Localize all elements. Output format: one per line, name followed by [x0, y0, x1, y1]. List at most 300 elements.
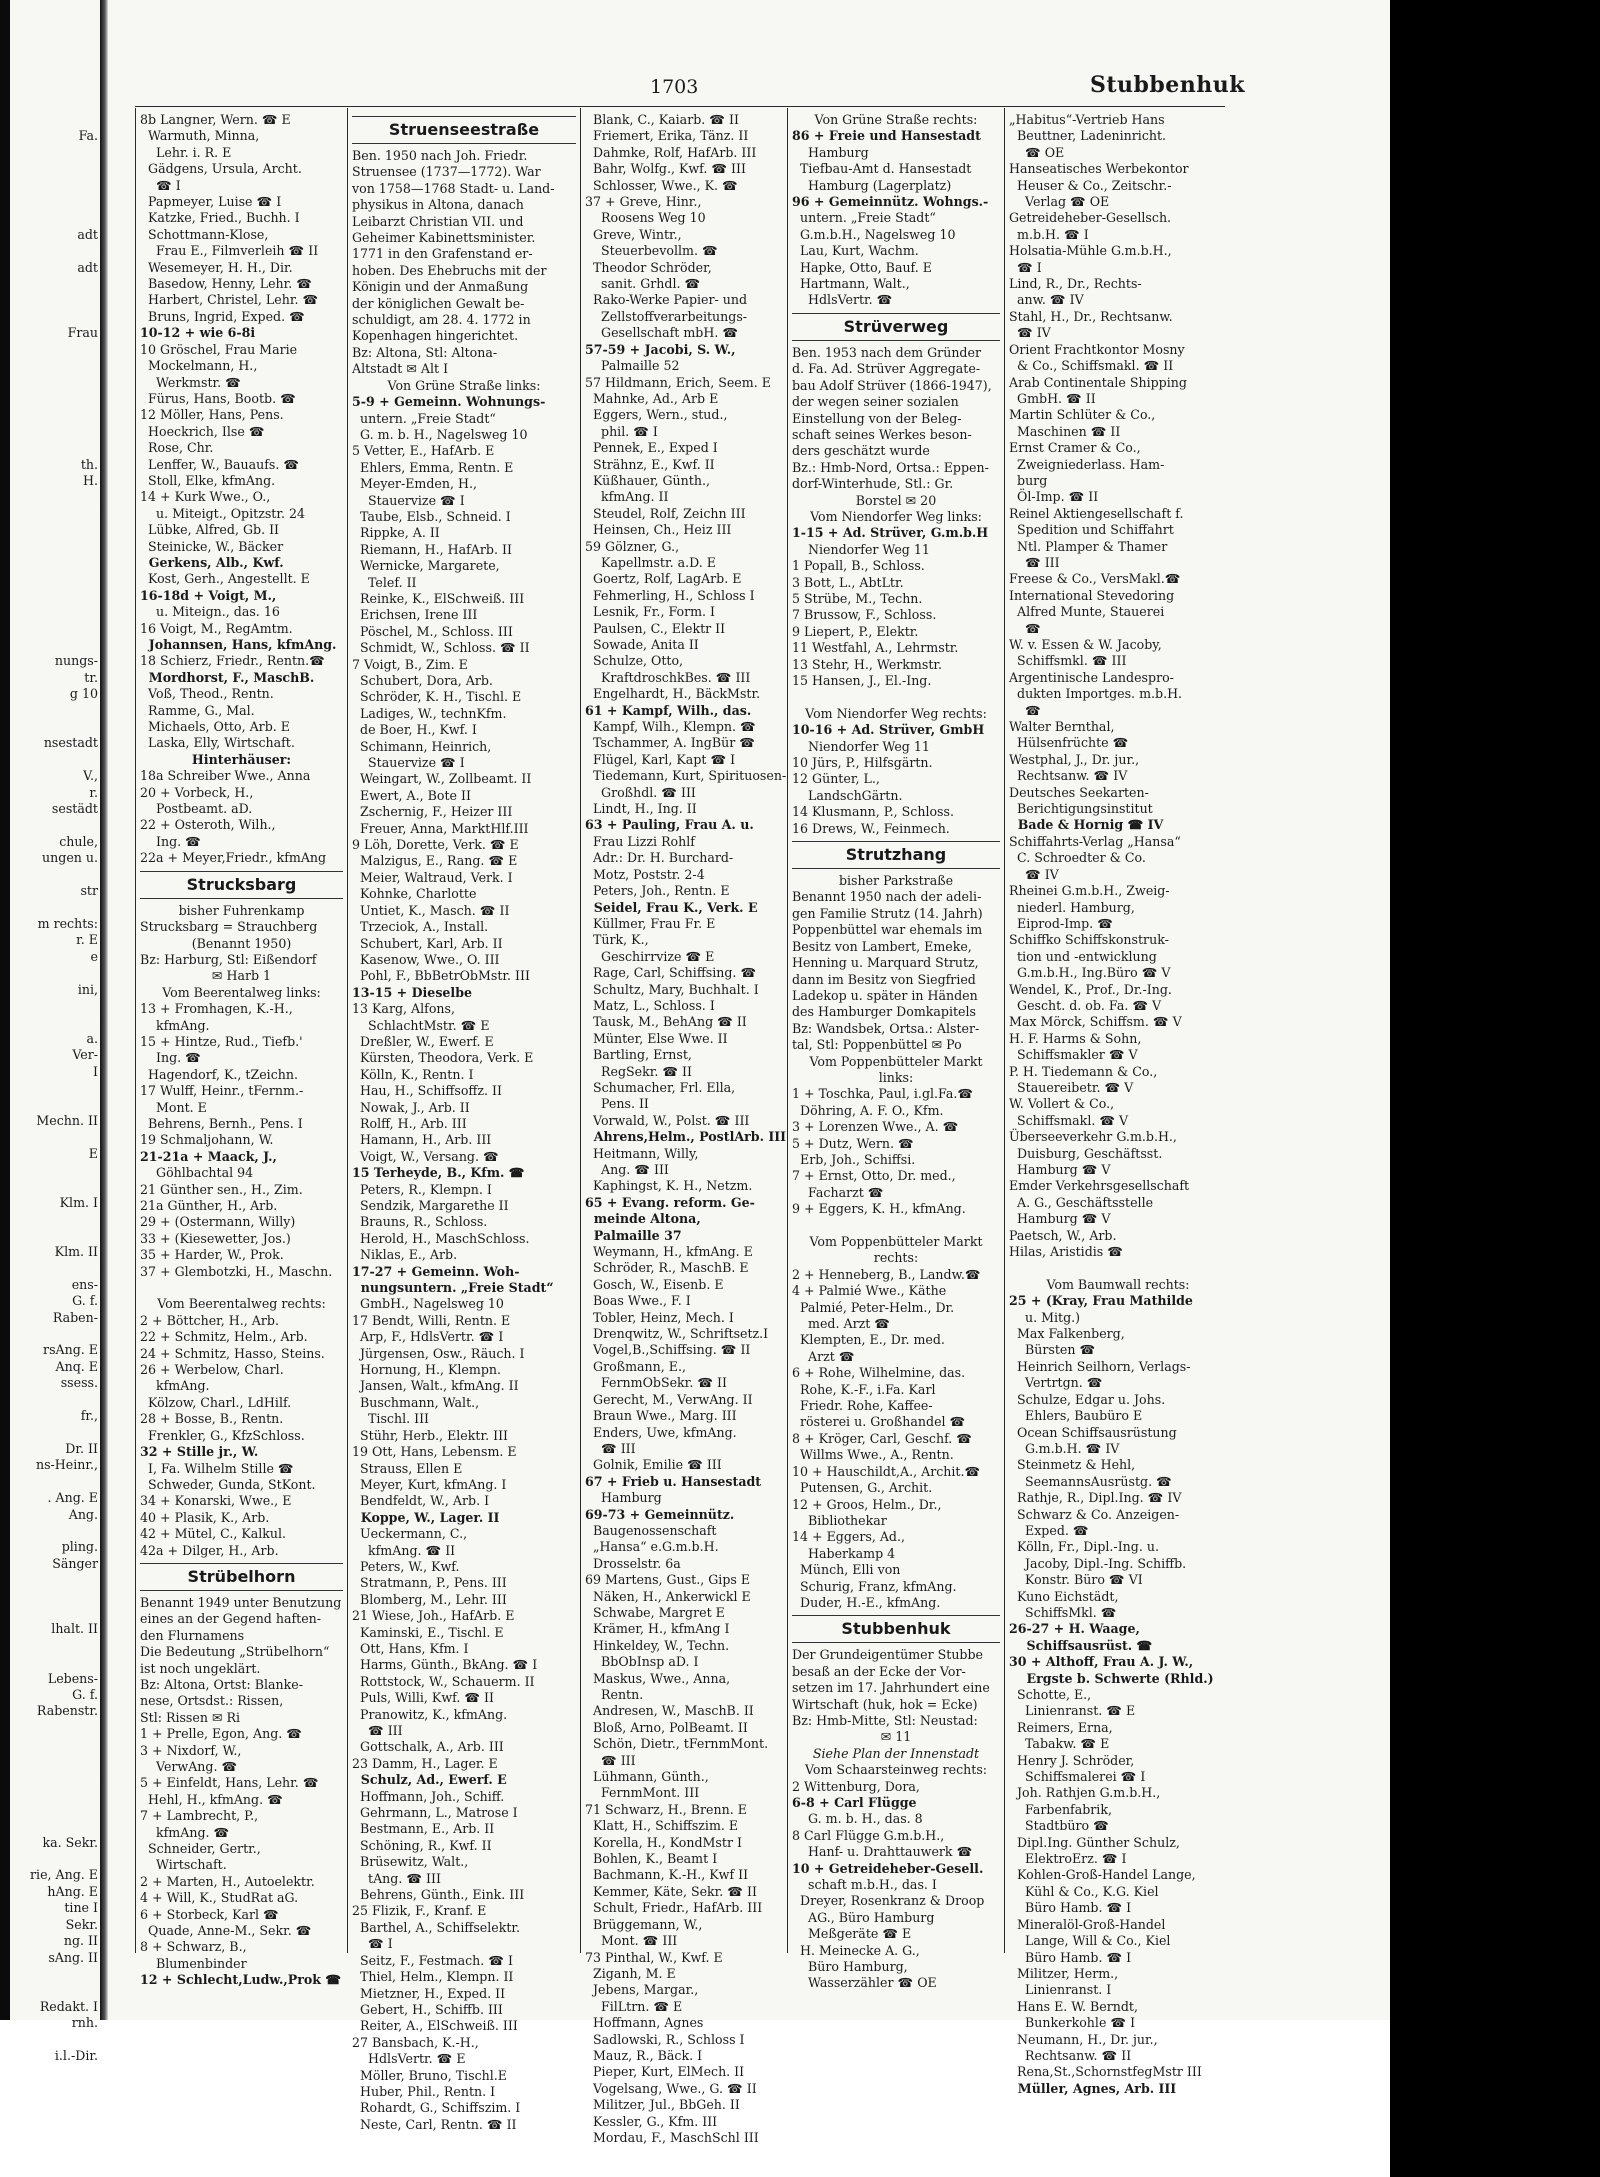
directory-entry: Postbeamt. aD.	[140, 801, 253, 817]
directory-entry: Schlosser, Wwe., K. ☎	[585, 177, 738, 193]
edge-text-line	[0, 522, 98, 538]
directory-entry: 5 Vetter, E., HafArb. E	[352, 443, 495, 459]
directory-entry: 17 Bendt, Willi, Rentn. E	[352, 1312, 511, 1328]
directory-entry: Büro Hamburg,	[792, 1959, 908, 1975]
directory-entry: „Hansa“ e.G.m.b.H.	[585, 1539, 719, 1555]
directory-entry: Rohe, K.-F., i.Fa. Karl	[792, 1381, 936, 1397]
directory-entry: Hehl, H., kfmAng. ☎	[140, 1791, 283, 1807]
directory-entry: Riemann, H., HafArb. II	[352, 541, 512, 557]
directory-entry: Ben. 1953 nach dem Gründer	[792, 344, 981, 360]
directory-entry: 3 Bott, L., AbtLtr.	[792, 574, 904, 590]
page-number: 1703	[650, 76, 699, 98]
directory-entry: Tischl. III	[352, 1411, 430, 1427]
directory-entry: 18a Schreiber Wwe., Anna	[140, 768, 311, 784]
directory-entry: 7 Brussow, F., Schloss.	[792, 607, 937, 623]
directory-entry: 10-12 + wie 6-8i	[140, 325, 256, 341]
directory-entry: Blank, C., Kaiarb. ☎ II	[585, 112, 739, 127]
directory-entry: 24 + Schmitz, Hasso, Steins.	[140, 1345, 325, 1361]
column-rule	[787, 108, 788, 1953]
directory-entry: u. Miteigt., Opitzstr. 24	[140, 505, 306, 521]
directory-entry: Schmidt, W., Schloss. ☎ II	[352, 640, 530, 656]
directory-entry: Niendorfer Weg 11	[792, 541, 930, 557]
directory-entry: 16 Drews, W., Feinmech.	[792, 820, 950, 836]
edge-text-line: e	[90, 948, 98, 964]
directory-entry: Ramme, G., Mal.	[140, 702, 255, 718]
edge-text-line: Klm. II	[54, 1244, 98, 1260]
directory-entry: Hamburg (Lagerplatz)	[792, 177, 952, 193]
edge-text-line: V.,	[83, 768, 98, 784]
directory-entry: Henry J. Schröder,	[1009, 1752, 1135, 1768]
directory-entry: 16 Voigt, M., RegAmtm.	[140, 620, 293, 636]
directory-entry: 37 + Glembotzki, H., Maschn.	[140, 1263, 333, 1279]
directory-entry: Hanseatisches Werbekontor	[1009, 161, 1189, 177]
directory-entry: links:	[878, 1069, 914, 1085]
directory-entry: 69 Martens, Gust., Gips E	[585, 1572, 751, 1588]
directory-entry: 73 Pinthal, W., Kwf. E	[585, 1949, 723, 1965]
directory-entry: Korella, H., KondMstr I	[585, 1834, 742, 1850]
directory-entry: Siehe Plan der Innenstadt	[812, 1745, 980, 1761]
directory-entry: Schubert, Dora, Arb.	[352, 673, 493, 688]
directory-entry: 20 + Vorbeck, H.,	[140, 784, 254, 800]
directory-entry: Vom Schaarsteinweg rechts:	[804, 1762, 988, 1778]
edge-text-line	[0, 1425, 98, 1441]
edge-text-line	[0, 292, 98, 308]
directory-entry: Hagendorf, K., tZeichn.	[140, 1066, 298, 1082]
directory-entry: Bz: Altona, Stl: Altona-	[352, 344, 498, 360]
directory-entry: Mineralöl-Groß-Handel	[1009, 1916, 1166, 1932]
directory-entry: VerwAng. ☎	[140, 1759, 238, 1774]
directory-entry: „Habitus“-Vertrieb Hans	[1009, 112, 1165, 127]
directory-entry: besaß an der Ecke der Vor-	[792, 1663, 966, 1679]
directory-entry: Strauss, Ellen E	[352, 1460, 463, 1476]
edge-text-line	[0, 621, 98, 637]
directory-entry: Tausk, M., BehAng ☎ II	[585, 1014, 747, 1030]
edge-text-line: nungs-	[54, 653, 98, 669]
directory-entry: Tiefbau-Amt d. Hansestadt	[792, 161, 972, 177]
directory-entry: Vom Baumwall rechts:	[1046, 1276, 1190, 1292]
directory-entry: 1771 in den Grafenstand er-	[352, 246, 533, 262]
directory-entry: Rheinei G.m.b.H., Zweig-	[1009, 883, 1170, 899]
directory-entry: ☎ IV	[1009, 325, 1051, 341]
directory-entry: Engelhardt, H., BäckMstr.	[585, 686, 761, 702]
edge-text-line	[0, 243, 98, 259]
directory-entry: Eiprod-Imp. ☎	[1009, 915, 1113, 931]
directory-entry: 21a Günther, H., Arb.	[140, 1198, 278, 1213]
directory-entry: Rentn.	[585, 1687, 644, 1702]
directory-entry: ☎ III	[585, 1440, 636, 1456]
directory-entry: Orient Frachtkontor Mosny	[1009, 341, 1185, 357]
column-rule	[347, 108, 348, 1953]
directory-entry: Mont. E	[140, 1099, 207, 1115]
directory-entry: Dreßler, W., Ewerf. E	[352, 1033, 494, 1049]
directory-entry: Rathje, R., Dipl.Ing. ☎ IV	[1009, 1490, 1182, 1506]
directory-entry: Die Bedeutung „Strübelhorn“	[140, 1644, 330, 1660]
directory-entry: Voß, Theod., Rentn.	[140, 686, 274, 702]
edge-text-line	[0, 489, 98, 505]
edge-text-line	[0, 1638, 98, 1654]
directory-entry: Münter, Else Wwe. II	[585, 1030, 728, 1046]
directory-entry: Schiffsmakler ☎ V	[1009, 1047, 1138, 1063]
edge-text-line: Dr. II	[65, 1440, 98, 1456]
directory-entry	[792, 689, 1000, 705]
directory-entry: Hanf- u. Drahttauwerk ☎	[792, 1844, 973, 1860]
directory-entry: Schiffahrts-Verlag „Hansa“	[1009, 833, 1181, 849]
edge-text-line: Fa.	[78, 128, 98, 144]
edge-text-line	[0, 276, 98, 292]
directory-entry: Erichsen, Irene III	[352, 607, 478, 623]
edge-text-line	[0, 1818, 98, 1834]
edge-text-line	[0, 1326, 98, 1342]
directory-entry: Verlag ☎ OE	[1009, 194, 1110, 210]
directory-entry: 13-15 + Dieselbe	[352, 984, 473, 1000]
directory-entry: 35 + Harder, W., Prok.	[140, 1247, 284, 1263]
directory-entry: Behrens, Bernh., Pens. I	[140, 1115, 303, 1131]
directory-entry: A. G., Geschäftsstelle	[1009, 1194, 1154, 1210]
directory-entry: 15 Terheyde, B., Kfm. ☎	[352, 1165, 525, 1181]
directory-entry: 7 + Ernst, Otto, Dr. med.,	[792, 1168, 956, 1184]
directory-entry: meinde Altona,	[585, 1211, 701, 1227]
directory-entry: kfmAng.	[140, 1378, 210, 1394]
directory-entry: 22 + Schmitz, Helm., Arb.	[140, 1329, 308, 1345]
directory-entry: kfmAng. II	[585, 489, 669, 505]
directory-entry: Lind, R., Dr., Rechts-	[1009, 276, 1142, 292]
directory-entry: untern. „Freie Stadt“	[352, 410, 496, 426]
directory-entry: 9 + Eggers, K. H., kfmAng.	[792, 1201, 966, 1217]
directory-entry: HdlsVertr. ☎ E	[352, 2051, 466, 2067]
edge-text-line: chule,	[59, 833, 98, 849]
edge-text-line	[0, 1260, 98, 1276]
directory-entry: 1-15 + Ad. Strüver, G.m.b.H	[792, 525, 989, 541]
directory-entry: Drosselstr. 6a	[585, 1555, 681, 1571]
running-head: Stubbenhuk	[1090, 72, 1246, 98]
edge-text-line: nsestadt	[43, 735, 98, 751]
directory-entry: eines an der Gegend haften-	[140, 1611, 322, 1627]
directory-entry: Hans E. W. Berndt,	[1009, 1998, 1138, 2014]
edge-text-line: i.l.-Dir.	[54, 2047, 98, 2063]
edge-text-line	[0, 1851, 98, 1867]
directory-entry: G. m. b. H., Nagelsweg 10	[352, 426, 528, 442]
directory-entry: 8 + Schwarz, B.,	[140, 1939, 247, 1955]
directory-entry: Königin und der Anmaßung	[352, 279, 529, 295]
edge-text-line: th.	[80, 456, 98, 472]
directory-entry: Stratmann, P., Pens. III	[352, 1575, 507, 1591]
directory-entry: Ott, Hans, Kfm. I	[352, 1640, 469, 1656]
directory-entry: ☎ I	[1009, 259, 1042, 275]
directory-entry: niederl. Hamburg,	[1009, 899, 1135, 915]
directory-entry: Vogel,B.,Schiffsing. ☎ II	[585, 1342, 751, 1358]
directory-entry: Friedr. Rohe, Kaffee-	[792, 1398, 933, 1414]
directory-entry: Frenkler, G., KfzSchloss.	[140, 1427, 305, 1443]
directory-entry: Sendzik, Margarethe II	[352, 1198, 509, 1213]
directory-entry: Struensee (1737—1772). War	[352, 164, 541, 180]
directory-entry: Münch, Elli von	[792, 1562, 901, 1578]
directory-entry: Stl: Rissen ✉ Ri	[140, 1709, 241, 1725]
header-rule	[135, 106, 1225, 107]
directory-entry: 16-18d + Voigt, M.,	[140, 587, 277, 603]
edge-text-line: ns-Heinr.,	[35, 1457, 98, 1473]
directory-entry: Theodor Schröder,	[585, 259, 712, 275]
directory-entry: BbObInsp aD. I	[585, 1654, 699, 1670]
directory-entry: H. F. Harms & Sohn,	[1009, 1030, 1142, 1046]
directory-entry: 69-73 + Gemeinnütz.	[585, 1506, 735, 1522]
directory-entry: Vom Niendorfer Weg links:	[810, 508, 982, 524]
directory-entry: Vogelsang, Wwe., G. ☎ II	[585, 2080, 757, 2096]
directory-entry: Martin Schlüter & Co.,	[1009, 407, 1156, 423]
directory-entry: Ehlers, Emma, Rentn. E	[352, 459, 514, 475]
directory-entry: Bade & Hornig ☎ IV	[1009, 817, 1164, 833]
directory-entry: Wirtschaft (huk, hok = Ecke)	[792, 1696, 978, 1712]
directory-entry: Poppenbüttel war ehemals im	[792, 922, 983, 938]
directory-entry: Fürus, Hans, Bootb. ☎	[140, 390, 296, 406]
directory-entry: Vertrtgn. ☎	[1009, 1375, 1103, 1391]
directory-entry: FernmMont. III	[585, 1785, 700, 1801]
street-heading: Strutzhang	[792, 841, 1000, 869]
street-heading: Strüverweg	[792, 313, 1000, 341]
directory-entry: 11 Westfahl, A., Lehrmstr.	[792, 640, 959, 656]
edge-text-line	[0, 1162, 98, 1178]
edge-text-line	[0, 161, 98, 177]
directory-entry: Schubert, Karl, Arb. II	[352, 935, 503, 951]
directory-entry: 59 Gölzner, G.,	[585, 538, 680, 554]
directory-entry: Lübke, Alfred, Gb. II	[140, 522, 280, 538]
directory-entry: Schult, Friedr., HafArb. III	[585, 1900, 763, 1916]
directory-entry: C. Schroedter & Co.	[1009, 850, 1146, 866]
edge-text-line	[0, 1523, 98, 1539]
directory-entry: schaft seines Werkes beson-	[792, 426, 972, 442]
column-rule	[580, 108, 581, 1953]
edge-text-line	[0, 1769, 98, 1785]
edge-text-line: G. f.	[72, 1687, 98, 1702]
directory-entry: Dreyer, Rosenkranz & Droop	[792, 1893, 985, 1909]
directory-entry: Schiffsmalerei ☎ I	[1009, 1769, 1146, 1785]
directory-entry: 12 Möller, Hans, Pens.	[140, 407, 284, 423]
directory-entry: SchiffsMkl. ☎	[1009, 1604, 1117, 1620]
directory-entry: Schulze, Edgar u. Johs.	[1009, 1391, 1166, 1407]
directory-entry: I, Fa. Wilhelm Stille ☎	[140, 1460, 294, 1476]
directory-entry: Kessler, G., Kfm. III	[585, 2113, 718, 2129]
directory-entry: Telef. II	[352, 574, 417, 590]
directory-entry: den Flurnamens	[140, 1627, 245, 1643]
directory-entry: Buschmann, Walt.,	[352, 1394, 480, 1410]
directory-entry: Militzer, Herm.,	[1009, 1965, 1119, 1981]
directory-entry: Jürgensen, Osw., Räuch. I	[352, 1345, 525, 1361]
directory-entry: Schottmann-Klose,	[140, 226, 269, 242]
directory-entry: Vorwald, W., Polst. ☎ III	[585, 1112, 750, 1128]
directory-entry: Gädgens, Ursula, Archt.	[140, 161, 302, 177]
edge-text-line	[0, 1589, 98, 1605]
directory-entry: Hamburg ☎ V	[1009, 1162, 1111, 1177]
directory-entry: 7 Voigt, B., Zim. E	[352, 656, 468, 672]
edge-text-line: Sänger	[52, 1555, 98, 1571]
edge-text-line	[0, 440, 98, 456]
edge-text-line: fr.,	[80, 1408, 98, 1424]
directory-entry: 6-8 + Carl Flügge	[792, 1795, 917, 1810]
directory-entry: 8 + Kröger, Carl, Geschf. ☎	[792, 1430, 972, 1446]
directory-entry: Huber, Phil., Rentn. I	[352, 2083, 496, 2099]
directory-entry: 71 Schwarz, H., Brenn. E	[585, 1801, 747, 1817]
edge-text-line	[0, 2032, 98, 2048]
directory-entry: Schotte, E.,	[1009, 1687, 1092, 1702]
edge-text-line	[0, 719, 98, 735]
directory-entry: Blumenbinder	[140, 1955, 247, 1971]
edge-text-line	[0, 424, 98, 440]
directory-entry: Schweder, Gunda, StKont.	[140, 1476, 316, 1492]
edge-text-line: ungen u.	[42, 850, 98, 866]
directory-entry: Ing. ☎	[140, 833, 201, 849]
directory-entry: Peters, R., Klempn. I	[352, 1181, 492, 1197]
directory-entry: ☎	[1009, 702, 1041, 718]
directory-column-1	[140, 112, 343, 1988]
edge-text-line	[0, 210, 98, 226]
directory-entry: Überseeverkehr G.m.b.H.,	[1009, 1129, 1177, 1145]
edge-text-line: rsAng. E	[43, 1342, 98, 1358]
edge-text-line	[0, 1982, 98, 1998]
directory-entry: H. Meinecke A. G.,	[792, 1942, 920, 1958]
directory-entry: Neumann, H., Dr. jur.,	[1009, 2031, 1158, 2047]
directory-entry: Steinmetz & Hehl,	[1009, 1457, 1136, 1473]
directory-entry: 6 + Rohe, Wilhelmine, das.	[792, 1365, 966, 1381]
directory-entry: Katzke, Fried., Buchh. I	[140, 210, 300, 226]
edge-text-line: adt	[77, 226, 98, 242]
directory-entry: AG., Büro Hamburg	[792, 1909, 935, 1925]
edge-text-line	[0, 1720, 98, 1736]
edge-text-line	[0, 1966, 98, 1982]
directory-entry: Sadlowski, R., Schloss I	[585, 2031, 745, 2047]
directory-entry: (Benannt 1950)	[191, 935, 292, 951]
directory-entry	[1009, 1260, 1227, 1276]
directory-entry: Bartling, Ernst,	[585, 1047, 692, 1063]
directory-entry: Von Grüne Straße links:	[387, 377, 541, 393]
directory-entry: Meyer, Kurt, kfmAng. I	[352, 1476, 507, 1492]
directory-entry: Mont. ☎ III	[585, 1933, 678, 1949]
street-heading: Struenseestraße	[352, 116, 576, 144]
directory-entry: Taube, Elsb., Schneid. I	[352, 508, 511, 524]
directory-entry: Hinterhäuser:	[191, 751, 292, 767]
directory-entry: Niendorfer Weg 11	[792, 738, 930, 754]
directory-entry: Nowak, J., Arb. II	[352, 1099, 470, 1115]
directory-entry: Schulz, Ad., Ewerf. E	[352, 1772, 507, 1788]
directory-entry: Arzt ☎	[792, 1348, 855, 1364]
street-heading: Strucksbarg	[140, 871, 343, 899]
directory-entry: 1 + Toschka, Paul, i.gl.Fa.☎	[792, 1086, 974, 1102]
directory-entry: Behrens, Günth., Eink. III	[352, 1887, 525, 1903]
directory-entry: Duder, H.-E., kfmAng.	[792, 1594, 941, 1610]
directory-entry: Tiedemann, Kurt, Spirituosen-	[585, 768, 787, 784]
directory-entry: Bestmann, E., Arb. II	[352, 1821, 495, 1837]
directory-entry: Stadtbüro ☎	[1009, 1818, 1109, 1834]
edge-text-line	[0, 571, 98, 587]
directory-entry: Thiel, Helm., Klempn. II	[352, 1969, 514, 1985]
edge-text-line	[0, 1228, 98, 1244]
directory-entry: Meier, Waltraud, Verk. I	[352, 869, 513, 885]
directory-entry: untern. „Freie Stadt“	[792, 210, 936, 226]
directory-entry: Schröder, R., MaschB. E	[585, 1260, 749, 1276]
directory-entry: 13 Karg, Alfons,	[352, 1001, 455, 1017]
directory-entry: 21-21a + Maack, J.,	[140, 1148, 277, 1164]
edge-text-line: tine I	[64, 1900, 98, 1916]
directory-entry: 61 + Kampf, Wilh., das.	[585, 702, 752, 718]
edge-text-line	[0, 506, 98, 522]
directory-entry: Bruns, Ingrid, Exped. ☎	[140, 308, 305, 324]
directory-entry: Näken, H., Ankerwickl E	[585, 1588, 751, 1604]
directory-entry: ☎ III	[585, 1752, 636, 1768]
directory-entry: Kohlen-Groß-Handel Lange,	[1009, 1867, 1196, 1883]
directory-entry: kfmAng. ☎	[140, 1824, 230, 1840]
directory-entry: gen Familie Strutz (14. Jahrh)	[792, 905, 983, 921]
directory-entry: Einstellung von der Beleg-	[792, 410, 962, 426]
directory-entry: Vom Niendorfer Weg rechts:	[805, 705, 987, 721]
directory-entry: HdlsVertr. ☎	[792, 292, 893, 308]
directory-entry: Meßgeräte ☎ E	[792, 1926, 912, 1942]
directory-entry: Bz: Harburg, Stl: Eißendorf	[140, 951, 317, 967]
directory-entry: Hoffmann, Agnes	[585, 2015, 704, 2031]
directory-entry: Ladiges, W., technKfm.	[352, 705, 507, 721]
directory-entry: Kapellmstr. a.D. E	[585, 554, 716, 570]
edge-text-line: ng. II	[63, 1933, 98, 1949]
directory-entry: Küßhauer, Günth.,	[585, 472, 710, 488]
directory-entry: G.m.b.H. ☎ IV	[1009, 1440, 1120, 1456]
edge-text-line	[0, 407, 98, 423]
edge-text-line	[0, 342, 98, 358]
edge-text-line: lhalt. II	[51, 1621, 98, 1637]
directory-entry: Peters, Joh., Rentn. E	[585, 883, 730, 899]
directory-entry: Michaels, Otto, Arb. E	[140, 719, 290, 735]
directory-entry: 5 + Einfeldt, Hans, Lehr. ☎	[140, 1775, 319, 1791]
directory-entry: 12 Günter, L.,	[792, 771, 880, 787]
directory-entry: Benannt 1950 nach der adeli-	[792, 889, 982, 905]
directory-entry: 6 + Storbeck, Karl ☎	[140, 1906, 279, 1922]
directory-entry: Blomberg, M., Lehr. III	[352, 1591, 507, 1607]
directory-entry: KraftdroschkBes. ☎ III	[585, 669, 751, 685]
directory-entry: Basedow, Henny, Lehr. ☎	[140, 276, 312, 292]
directory-entry: Pohl, F., BbBetrObMstr. III	[352, 968, 530, 984]
edge-text-line	[0, 1572, 98, 1588]
directory-entry: 67 + Frieb u. Hansestadt	[585, 1473, 762, 1489]
directory-entry: Baugenossenschaft	[585, 1522, 717, 1538]
directory-entry: d. Fa. Ad. Strüver Aggregate-	[792, 361, 981, 377]
directory-entry: Stoll, Elke, kfmAng.	[140, 472, 276, 488]
directory-entry: Von Grüne Straße rechts:	[814, 112, 978, 127]
directory-entry: Haberkamp 4	[792, 1545, 896, 1561]
directory-entry: Hornung, H., Klempn.	[352, 1362, 501, 1378]
directory-entry: 57 Hildmann, Erich, Seem. E	[585, 374, 771, 390]
directory-entry: 2 + Böttcher, H., Arb.	[140, 1312, 279, 1328]
directory-entry: Hau, H., Schiffsoffz. II	[352, 1083, 502, 1099]
column-rule	[135, 108, 136, 1953]
directory-entry: 14 Klusmann, P., Schloss.	[792, 804, 954, 820]
street-heading: Stubbenhuk	[792, 1615, 1000, 1643]
edge-text-line	[0, 145, 98, 161]
directory-entry: Hamburg	[792, 144, 869, 160]
directory-entry: ☎ III	[1009, 554, 1060, 570]
directory-entry: Tobler, Heinz, Mech. I	[585, 1309, 734, 1325]
directory-entry: Friemert, Erika, Tänz. II	[585, 128, 749, 144]
directory-entry: 5 Strübe, M., Techn.	[792, 590, 923, 606]
directory-entry: Johannsen, Hans, kfmAng.	[140, 637, 337, 652]
directory-entry: Vom Beerentalweg links:	[162, 984, 321, 1000]
directory-entry: Küllmer, Frau Fr. E	[585, 915, 716, 931]
directory-column-2	[352, 112, 576, 2132]
directory-entry: Bz: Wandsbek, Ortsa.: Alster-	[792, 1020, 980, 1036]
directory-entry: Döhring, A. F. O., Kfm.	[792, 1102, 944, 1118]
directory-entry: 65 + Evang. reform. Ge-	[585, 1194, 755, 1210]
directory-entry: Dahmke, Rolf, HafArb. III	[585, 144, 757, 160]
directory-entry: Kasenow, Wwe., O. III	[352, 951, 500, 967]
directory-entry: Öl-Imp. ☎ II	[1009, 489, 1099, 505]
directory-entry: Besitz von Lambert, Emeke,	[792, 938, 972, 954]
directory-entry: Ziganh, M. E	[585, 1965, 676, 1981]
edge-text-line	[0, 1129, 98, 1145]
